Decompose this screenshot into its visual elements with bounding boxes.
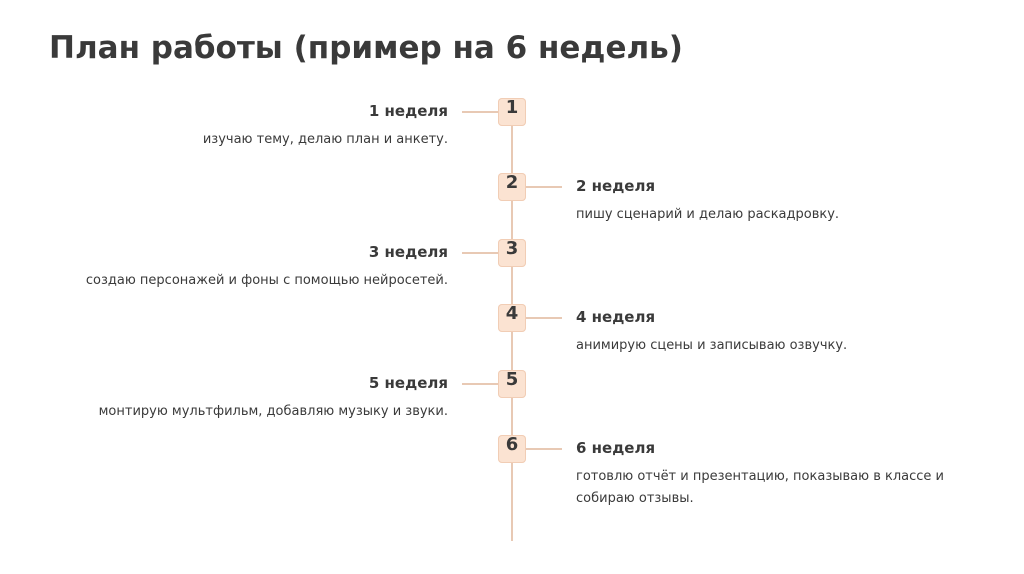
step-2-label: 2 неделя — [576, 177, 656, 195]
connector-step-3 — [462, 252, 498, 254]
step-5-label: 5 неделя — [368, 374, 448, 392]
step-marker-2: 2 — [498, 173, 526, 201]
step-3-description: создаю персонажей и фоны с помощью нейросетей. — [85, 273, 448, 288]
step-marker-5: 5 — [498, 370, 526, 398]
slide-title: План работы (пример на 6 недель) — [49, 30, 683, 66]
connector-step-2 — [526, 186, 562, 188]
step-1-label: 1 неделя — [368, 102, 448, 120]
step-4-description: анимирую сцены и записываю озвучку. — [576, 338, 848, 353]
step-5-description: монтирую мультфильм, добавляю музыку и звуки. — [98, 404, 448, 419]
step-6-label: 6 неделя — [576, 439, 656, 457]
connector-step-4 — [526, 317, 562, 319]
connector-step-1 — [462, 111, 498, 113]
step-marker-6: 6 — [498, 435, 526, 463]
connector-step-6 — [526, 448, 562, 450]
step-4-label: 4 неделя — [576, 308, 656, 326]
step-2-description: пишу сценарий и делаю раскадровку. — [576, 207, 840, 222]
step-marker-4: 4 — [498, 304, 526, 332]
step-marker-3: 3 — [498, 239, 526, 267]
step-1-description: изучаю тему, делаю план и анкету. — [202, 132, 448, 147]
step-marker-1: 1 — [498, 98, 526, 126]
step-6-description: готовлю отчёт и презентацию, показываю в классе и собираю отзывы. — [576, 469, 944, 506]
connector-step-5 — [462, 383, 498, 385]
step-3-label: 3 неделя — [368, 243, 448, 261]
